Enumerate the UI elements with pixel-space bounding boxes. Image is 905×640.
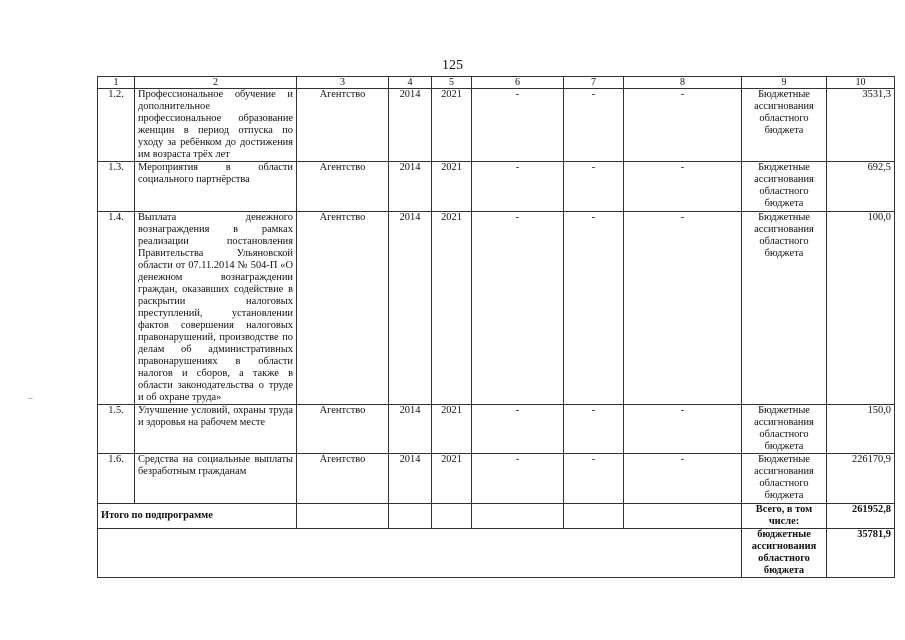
- executor: Агентство: [297, 454, 389, 504]
- funding-source: Бюджетные ассигнования областного бюджета: [742, 162, 827, 212]
- table-row: [98, 405, 895, 454]
- total-label: Итого по подпрограмме: [98, 504, 297, 529]
- measure-name: Средства на социальные выплаты безработным гражданам: [135, 454, 297, 504]
- column-number: 7: [564, 77, 624, 89]
- row-number: 1.6.: [98, 454, 135, 504]
- table-row: [98, 162, 895, 212]
- measure-name: Выплата денежного вознаграждения в рамках реализации постановления Правительства Ульяновской области от 07.11.2014 № 504-П «О денежном вознаграждении граждан, оказавших содействие в раскрытии налоговых преступлений, установлении фактов совершения налоговых правонарушений, производстве по делам об административных правонарушениях в области налогов и сборов, а также в области законодательства о труде и об охране труда»: [135, 212, 297, 405]
- column-6-value: -: [472, 405, 564, 454]
- column-7-value: -: [564, 405, 624, 454]
- amount: 100,0: [827, 212, 895, 405]
- executor: Агентство: [297, 405, 389, 454]
- column-6-value: -: [472, 454, 564, 504]
- row-number: 1.5.: [98, 405, 135, 454]
- budget-amount: 35781,9: [827, 529, 895, 578]
- row-number: 1.3.: [98, 162, 135, 212]
- column-7-value: -: [564, 212, 624, 405]
- row-number: 1.2.: [98, 89, 135, 162]
- end-year: 2021: [432, 454, 472, 504]
- end-year: 2021: [432, 405, 472, 454]
- empty-cell: [389, 504, 432, 529]
- column-8-value: -: [624, 454, 742, 504]
- column-7-value: -: [564, 454, 624, 504]
- column-7-value: -: [564, 162, 624, 212]
- empty-cell: [472, 504, 564, 529]
- measure-name: Профессиональное обучение и дополнительное профессиональное образование женщин в период отпуска по уходу за ребёнком до достижения им возраста трёх лет: [135, 89, 297, 162]
- amount: 692,5: [827, 162, 895, 212]
- column-number: 3: [297, 77, 389, 89]
- column-number: 5: [432, 77, 472, 89]
- total-sum-amount: 261952,8: [827, 504, 895, 529]
- empty-cell: [564, 504, 624, 529]
- executor: Агентство: [297, 162, 389, 212]
- funding-source: Бюджетные ассигнования областного бюджета: [742, 405, 827, 454]
- start-year: 2014: [389, 454, 432, 504]
- table-row: [98, 212, 895, 405]
- program-table: [97, 76, 895, 578]
- end-year: 2021: [432, 89, 472, 162]
- measure-name: Улучшение условий, охраны труда и здоровья на рабочем месте: [135, 405, 297, 454]
- executor: Агентство: [297, 212, 389, 405]
- end-year: 2021: [432, 212, 472, 405]
- column-number: 2: [135, 77, 297, 89]
- column-6-value: -: [472, 162, 564, 212]
- column-8-value: -: [624, 89, 742, 162]
- start-year: 2014: [389, 162, 432, 212]
- column-8-value: -: [624, 405, 742, 454]
- empty-cell: [297, 504, 389, 529]
- column-8-value: -: [624, 212, 742, 405]
- column-7-value: -: [564, 89, 624, 162]
- column-8-value: -: [624, 162, 742, 212]
- start-year: 2014: [389, 212, 432, 405]
- column-number: 8: [624, 77, 742, 89]
- column-6-value: -: [472, 212, 564, 405]
- column-number: 4: [389, 77, 432, 89]
- start-year: 2014: [389, 89, 432, 162]
- executor: Агентство: [297, 89, 389, 162]
- column-6-value: -: [472, 89, 564, 162]
- column-number: 10: [827, 77, 895, 89]
- table-row: [98, 454, 895, 504]
- table-row: [98, 89, 895, 162]
- empty-cell: [98, 529, 742, 578]
- funding-source: Бюджетные ассигнования областного бюджета: [742, 212, 827, 405]
- funding-source: Бюджетные ассигнования областного бюджета: [742, 454, 827, 504]
- column-number: 6: [472, 77, 564, 89]
- empty-cell: [624, 504, 742, 529]
- column-number-row: [98, 77, 895, 89]
- measure-name: Мероприятия в области социального партнёрства: [135, 162, 297, 212]
- amount: 150,0: [827, 405, 895, 454]
- column-number: 1: [98, 77, 135, 89]
- page-number: 125: [442, 58, 463, 73]
- row-number: 1.4.: [98, 212, 135, 405]
- funding-source: Бюджетные ассигнования областного бюджета: [742, 89, 827, 162]
- amount: 226170,9: [827, 454, 895, 504]
- end-year: 2021: [432, 162, 472, 212]
- column-number: 9: [742, 77, 827, 89]
- start-year: 2014: [389, 405, 432, 454]
- budget-row: [98, 529, 895, 578]
- empty-cell: [432, 504, 472, 529]
- total-row: [98, 504, 895, 529]
- amount: 3531,3: [827, 89, 895, 162]
- total-sum-label: Всего, в том числе:: [742, 504, 827, 529]
- scan-mark: –: [28, 393, 33, 403]
- budget-label: бюджетные ассигнования областного бюджета: [742, 529, 827, 578]
